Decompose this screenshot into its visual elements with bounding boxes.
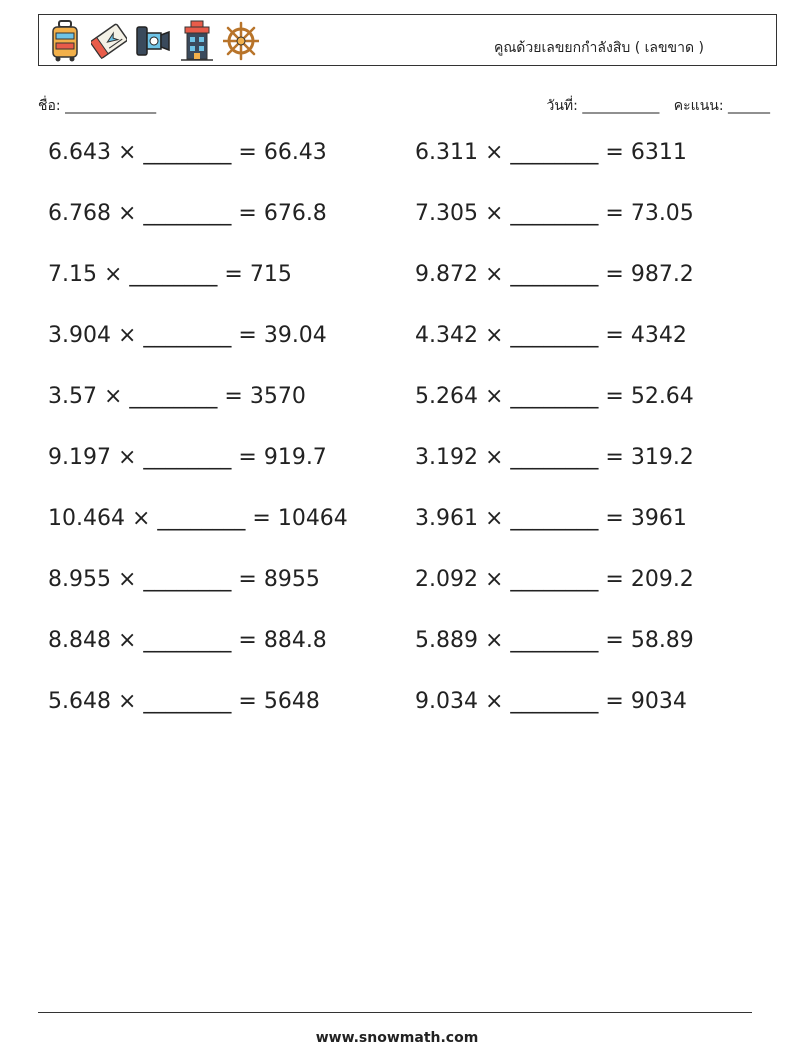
name-field[interactable]: ชื่อ: _____________ [38,98,157,114]
score-field[interactable]: คะแนน: ______ [673,98,770,114]
date-field[interactable]: วันที่: ___________ [546,98,660,114]
problem-item[interactable]: 3.904 × ________ = 39.04 [48,323,327,348]
building-icon [179,19,215,63]
problem-item[interactable]: 6.311 × ________ = 6311 [415,140,687,165]
problem-item[interactable]: 8.848 × ________ = 884.8 [48,628,327,653]
problem-item[interactable]: 5.648 × ________ = 5648 [48,689,320,714]
problem-item[interactable]: 6.768 × ________ = 676.8 [48,201,327,226]
footer-url[interactable]: www.snowmath.com [315,1030,479,1046]
problem-item[interactable]: 3.57 × ________ = 3570 [48,384,306,409]
problem-item[interactable]: 7.15 × ________ = 715 [48,262,292,287]
problem-item[interactable]: 5.889 × ________ = 58.89 [415,628,694,653]
problem-item[interactable]: 8.955 × ________ = 8955 [48,567,320,592]
header-icons [47,19,259,63]
camera-icon [135,19,171,63]
problem-item[interactable]: 10.464 × ________ = 10464 [48,506,348,531]
problem-item[interactable]: 9.872 × ________ = 987.2 [415,262,694,287]
problem-item[interactable]: 7.305 × ________ = 73.05 [415,201,694,226]
problem-item[interactable]: 4.342 × ________ = 4342 [415,323,687,348]
worksheet-title: คูณด้วยเลขยกกำลังสิบ ( เลขขาด ) [493,40,704,56]
problem-item[interactable]: 9.034 × ________ = 9034 [415,689,687,714]
ticket-icon [91,19,127,63]
problem-item[interactable]: 6.643 × ________ = 66.43 [48,140,327,165]
date-score-fields [547,95,771,117]
ship-wheel-icon [223,19,259,63]
problem-item[interactable]: 3.192 × ________ = 319.2 [415,445,694,470]
problem-item[interactable]: 5.264 × ________ = 52.64 [415,384,694,409]
footer-divider [38,1012,752,1013]
worksheet-header [38,14,777,66]
problem-item[interactable]: 2.092 × ________ = 209.2 [415,567,694,592]
problem-item[interactable]: 9.197 × ________ = 919.7 [48,445,327,470]
suitcase-icon [47,19,83,63]
problem-item[interactable]: 3.961 × ________ = 3961 [415,506,687,531]
